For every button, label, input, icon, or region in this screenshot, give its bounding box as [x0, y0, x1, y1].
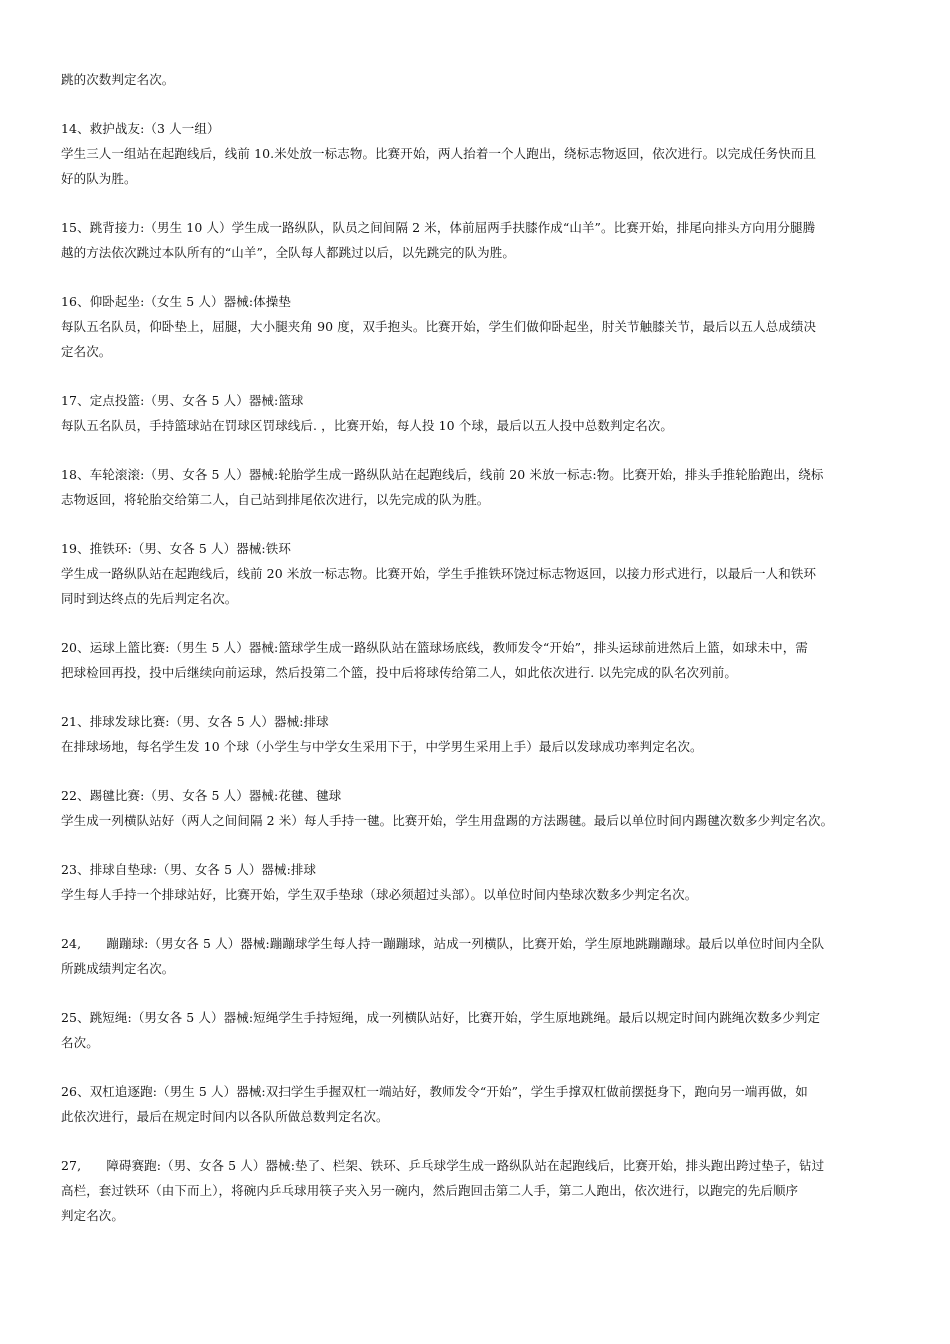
text-line: 跳的次数判定名次。 [61, 72, 175, 87]
text-line: 学生成一路纵队站在起跑线后，线前 20 米放一标志物。比赛开始，学生手推铁环饶过标志物返回，以接力形式进行，以最后一人和铁环 [61, 566, 817, 581]
text-line: 越的方法依次跳过本队所有的“山羊”，全队每人都跳过以后，以先跳完的队为胜。 [61, 245, 515, 260]
item-heading-27: 27, 障碍赛跑:（男、女各 5 人）器械:垫了、栏架、铁环、乒乓球学生成一路纵队站在起跑线后，比赛开始，排头跑出跨过垫子，钻过 [61, 1158, 825, 1173]
text-line: 学生三人一组站在起跑线后，线前 10.米处放一标志物。比赛开始，两人抬着一个人跑出，绕标志物返回，依次进行。以完成任务快而且 [61, 146, 817, 161]
text-line: 所跳成绩判定名次。 [61, 961, 175, 976]
item-heading-25: 25、跳短绳:（男女各 5 人）器械:短绳学生手持短绳，成一列横队站好，比赛开始，学生原地跳绳。最后以规定时间内跳绳次数多少判定 [61, 1010, 821, 1025]
text-line: 高栏，套过铁环（由下而上），将碗内乒乓球用筷子夹入另一碗内，然后跑回击第二人手，第二人跑出，依次进行，以跑完的先后顺序 [61, 1183, 799, 1198]
text-line: 每队五名队员，仰卧垫上，屈腿，大小腿夹角 90 度，双手抱头。比赛开始，学生们做仰卧起坐，肘关节触膝关节，最后以五人总成绩决 [61, 319, 817, 334]
text-line: 每队五名队员，手持篮球站在罚球区罚球线后. ，比赛开始，每人投 10 个球，最后以五人投中总数判定名次。 [61, 418, 674, 433]
text-line: 好的队为胜。 [61, 171, 137, 186]
item-heading-18: 18、车轮滚滚:（男、女各 5 人）器械:轮胎学生成一路纵队站在起跑线后，线前 20 米放一标志:物。比赛开始，排头手推轮胎跑出，绕标 [61, 467, 824, 482]
item-heading-21: 21、排球发球比赛:（男、女各 5 人）器械:排球 [61, 714, 329, 729]
text-line: 定名次。 [61, 344, 112, 359]
text-line: 在排球场地，每名学生发 10 个球（小学生与中学女生采用下于，中学男生采用上手）最后以发球成功率判定名次。 [61, 739, 703, 754]
text-line: 把球检回再投，投中后继续向前运球，然后投第二个篮，投中后将球传给第二人，如此依次进行. 以先完成的队名次列前。 [61, 665, 737, 680]
text-line: 此依次进行，最后在规定时间内以各队所做总数判定名次。 [61, 1109, 389, 1124]
item-heading-16: 16、仰卧起坐:（女生 5 人）器械:体操垫 [61, 294, 291, 309]
item-heading-19: 19、推铁环:（男、女各 5 人）器械:铁环 [61, 541, 291, 556]
text-line: 学生成一列横队站好（两人之间间隔 2 米）每人手持一毽。比赛开始，学生用盘踢的方法踢毽。最后以单位时间内踢毽次数多少判定名次。 [61, 813, 834, 828]
item-heading-15: 15、跳背接力:（男生 10 人）学生成一路纵队，队员之间间隔 2 米，体前屈两手扶膝作成“山羊”。比赛开始，排尾向排头方向用分腿腾 [61, 220, 816, 235]
text-line: 判定名次。 [61, 1208, 125, 1223]
text-line: 名次。 [61, 1035, 99, 1050]
item-heading-14: 14、救护战友:（3 人一组） [61, 121, 220, 136]
text-line: 同时到达终点的先后判定名次。 [61, 591, 238, 606]
text-line: 志物返回，将轮胎交给第二人，自己站到排尾依次进行，以先完成的队为胜。 [61, 492, 490, 507]
item-heading-20: 20、运球上篮比赛:（男生 5 人）器械:篮球学生成一路纵队站在篮球场底线，教师发令“开始”，排头运球前进然后上篮，如球未中，需 [61, 640, 808, 655]
item-heading-23: 23、排球自垫球:（男、女各 5 人）器械:排球 [61, 862, 317, 877]
text-line: 学生每人手持一个排球站好，比赛开始，学生双手垫球（球必须超过头部）。以单位时间内垫球次数多少判定名次。 [61, 887, 698, 902]
item-heading-22: 22、踢毽比赛:（男、女各 5 人）器械:花毽、毽球 [61, 788, 342, 803]
item-heading-26: 26、双杠追逐跑:（男生 5 人）器械:双扫学生手握双杠一端站好，教师发令“开始”，学生手撑双杠做前摆挺身下，跑向另一端再做，如 [61, 1084, 808, 1099]
item-heading-24: 24, 蹦蹦球:（男女各 5 人）器械:蹦蹦球学生每人持一蹦蹦球，站成一列横队，比赛开始，学生原地跳蹦蹦球。最后以单位时间内全队 [61, 936, 825, 951]
item-heading-17: 17、定点投篮:（男、女各 5 人）器械:篮球 [61, 393, 304, 408]
